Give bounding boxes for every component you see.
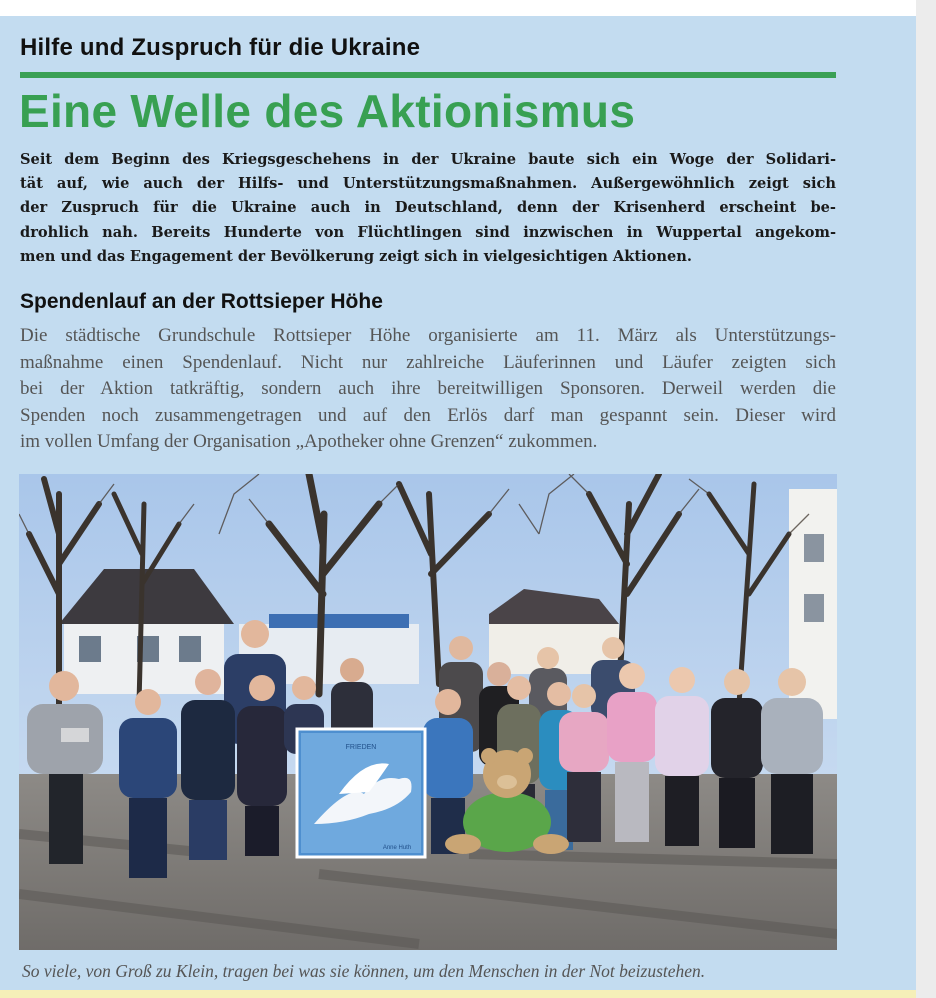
bottom-color-strip [0, 990, 916, 998]
body-line: bei der Aktion tatkräftig, sondern auch ihre bereitwilligen Sponsoren. Derweil werden die [20, 378, 836, 399]
lead-paragraph [20, 148, 836, 269]
lead-line: men und das Engagement der Bevölkerung zeigt sich in vielgesichtigen Aktionen. [20, 247, 692, 265]
body-line: Spenden noch zusammengetragen und auf den Erlös darf man gespannt sein. Dieser wird [20, 404, 836, 426]
poster-signature: Anne Huth [382, 845, 412, 851]
right-margin-strip [916, 0, 936, 998]
lead-line: drohlich nah. Bereits Hunderte von Flüchtlingen sind inzwischen in Wuppertal angekom- [20, 223, 836, 241]
body-line: maßnahme einen Spendenlauf. Nicht nur zahlreiche Läuferinnen und Läufer zeigten sich [20, 351, 836, 373]
dove-poster [297, 729, 425, 857]
article-headline: Eine Welle des Aktionismus [19, 85, 636, 137]
body-line: im vollen Umfang der Organisation „Apotheker ohne Grenzen“ zukommen. [20, 431, 598, 452]
green-divider [20, 72, 836, 78]
top-white-margin [0, 0, 916, 16]
lead-line: Seit dem Beginn des Kriegsgeschehens in der Ukraine baute sich ein Woge der Solidari- [20, 151, 836, 168]
lead-line: tät auf, wie auch der Hilfs- und Unterstützungsmaßnahmen. Außergewöhnlich zeigt sich [20, 175, 836, 193]
section-subhead: Spendenlauf an der Rottsieper Höhe [20, 290, 383, 313]
poster-text-top: FRIEDEN [345, 744, 377, 751]
body-line: Die städtische Grundschule Rottsieper Höhe organisierte am 11. März als Unterstützungs- [20, 325, 836, 346]
group-photo [19, 474, 837, 950]
article-kicker: Hilfe und Zuspruch für die Ukraine [20, 34, 421, 61]
lead-line: der Zuspruch für die Ukraine auch in Deutschland, denn der Krisenherd erscheint be- [20, 199, 836, 217]
photo-caption: So viele, von Groß zu Klein, tragen bei was sie können, um den Menschen in der Not beizustehen. [22, 961, 706, 981]
body-paragraph [20, 323, 836, 456]
